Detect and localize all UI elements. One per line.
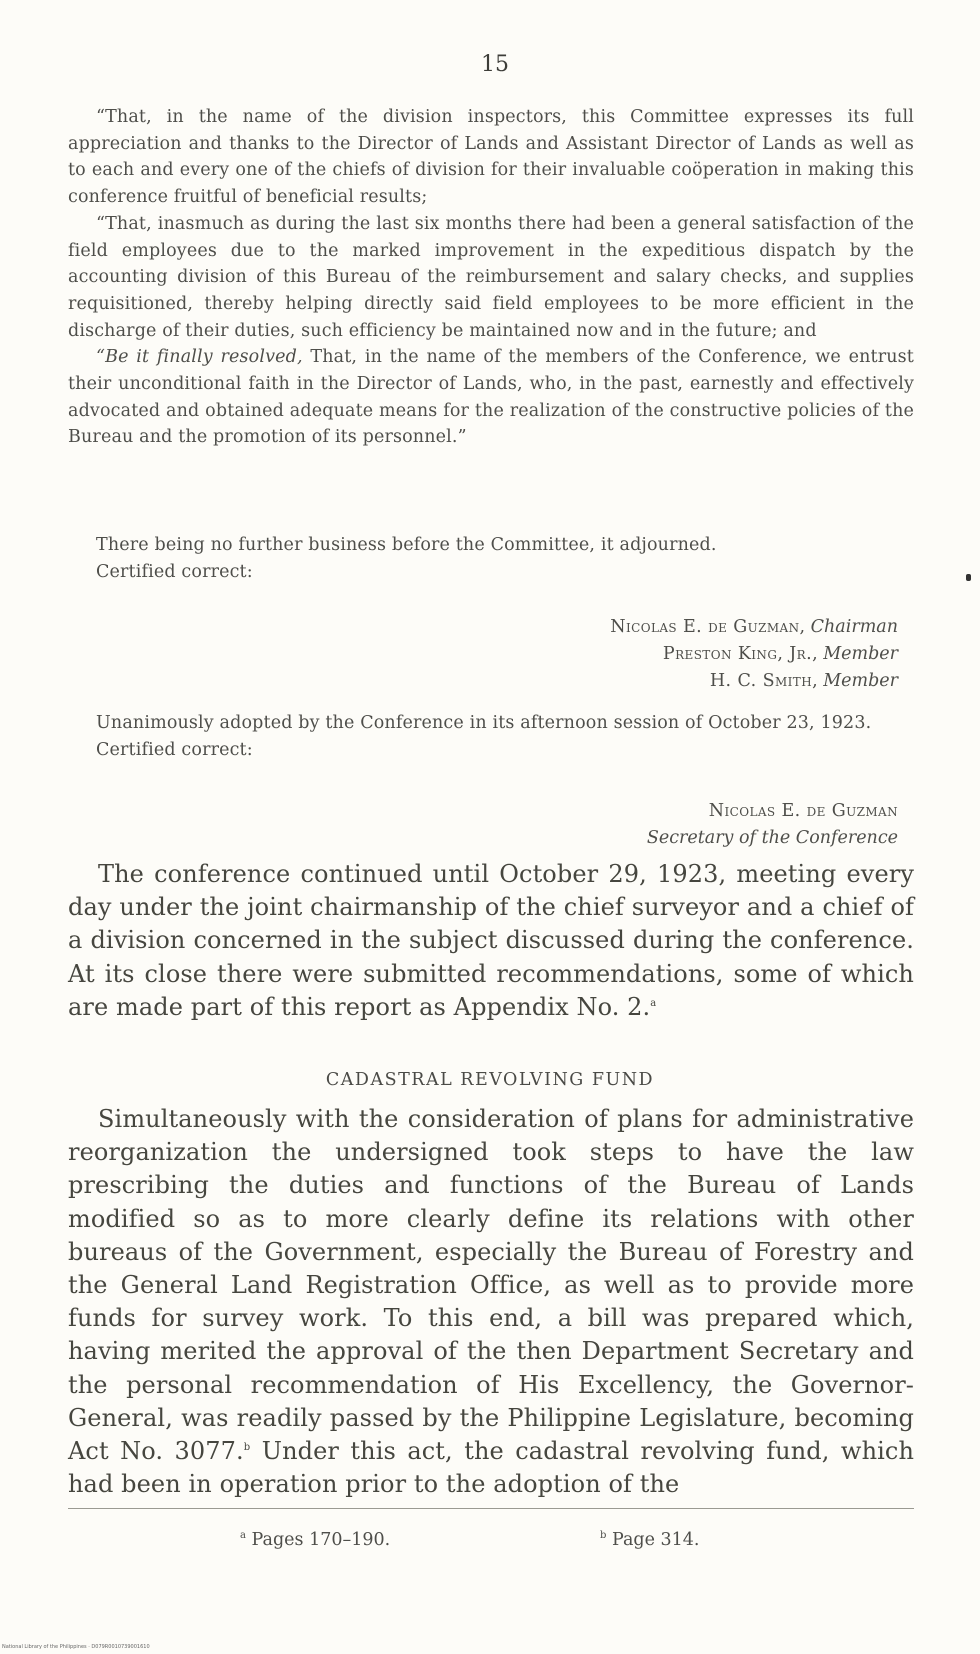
signature-line: Nicolas E. de Guzman, Chairman (610, 617, 898, 637)
resolved-rest: That, in the name of the members of the Conference, we entrust their unconditional faith in the Director of Lands, who, in the past, earnestly and effectively advocated and obtained adequate means for the realization of the constructive policies of the Bureau and the promotion of its personnel.” (68, 347, 914, 448)
cadastral-paragraph: Simultaneously with the consideration of plans for administrative reorganization the undersigned took steps to have the law prescribing the duties and functions of the Bureau of Lands modified so as to more clearly define its relations with other bureaus of the Government, especially the Bureau of Forestry and the General Land Registration Office, as well as to provide more funds for survey work. To this end, a bill was prepared which, having merited the approval of the then Department Secretary and the personal recommendation of His Excellency, the Governor-General, was readily passed by the Philippine Legislature, becoming Act No. 3077.$^b$ Under this act, the cadastral revolving fund, which had been in operation prior to the adoption of the (68, 1105, 915, 1499)
signature-line: Preston King, Jr., Member (662, 644, 898, 664)
adjourned-line: There being no further business before the Committee, it adjourned. (96, 535, 717, 555)
section-heading: CADASTRAL REVOLVING FUND (325, 1070, 655, 1090)
footnote-marker: b (243, 1442, 251, 1454)
certified-correct-2: Certified correct: (96, 739, 253, 760)
resolution-paragraph: “That, inasmuch as during the last six months there had been a general satisfaction of the field employees due to the marked improvement in the expeditious dispatch by the accounting division of this Bureau of the reimbursement and salary checks, and supplies requisitioned, thereby helping directly said field employees to be more efficient in the discharge of their duties, such efficiency be maintained now and in the future; and (68, 213, 914, 341)
secretary-name: Nicolas E. de Guzman (708, 801, 898, 821)
committee-signatures (610, 614, 898, 695)
resolution-paragraph: “That, in the name of the division inspectors, this Committee expresses its full appreciation and thanks to the Director of Lands and Assistant Director of Lands as well as to each and every one of the chiefs of division for their invaluable coöperation in making this conference fruitful of beneficial results; (68, 107, 914, 208)
conference-paragraph-block (68, 858, 914, 1024)
footnote-divider (68, 1508, 914, 1509)
secretary-signature (647, 798, 898, 852)
certified-correct-1: Certified correct: (96, 561, 253, 582)
secretary-role: Secretary of the Conference (646, 828, 898, 848)
footnote: $^b$ Page 314. (600, 1530, 700, 1550)
footnote-marker: a (650, 997, 657, 1009)
resolved-lead: “Be it finally resolved, (96, 347, 303, 368)
footnote: $^a$ Pages 170–190. (240, 1530, 391, 1550)
resolved-paragraph (68, 344, 914, 451)
ink-mark (966, 574, 971, 581)
signature-line: H. C. Smith, Member (709, 671, 898, 691)
page-number: 15 (481, 52, 509, 77)
scan-credit: National Library of the Philippines · D079R0010739001610 (2, 1644, 150, 1650)
cadastral-paragraph-block (68, 1103, 914, 1501)
resolution-text (68, 104, 914, 451)
adoption-text (68, 710, 914, 763)
conference-paragraph: The conference continued until October 29, 1923, meeting every day under the joint chairmanship of the chief surveyor and a chief of a division concerned in the subject discussed during the conference. At its close there were submitted recommendations, some of which are made part of this report as Appendix No. 2.$^a$ (68, 860, 914, 1021)
adopted-line: Unanimously adopted by the Conference in its afternoon session of October 23, 1923. (96, 713, 872, 733)
adjournment-text (68, 532, 914, 585)
